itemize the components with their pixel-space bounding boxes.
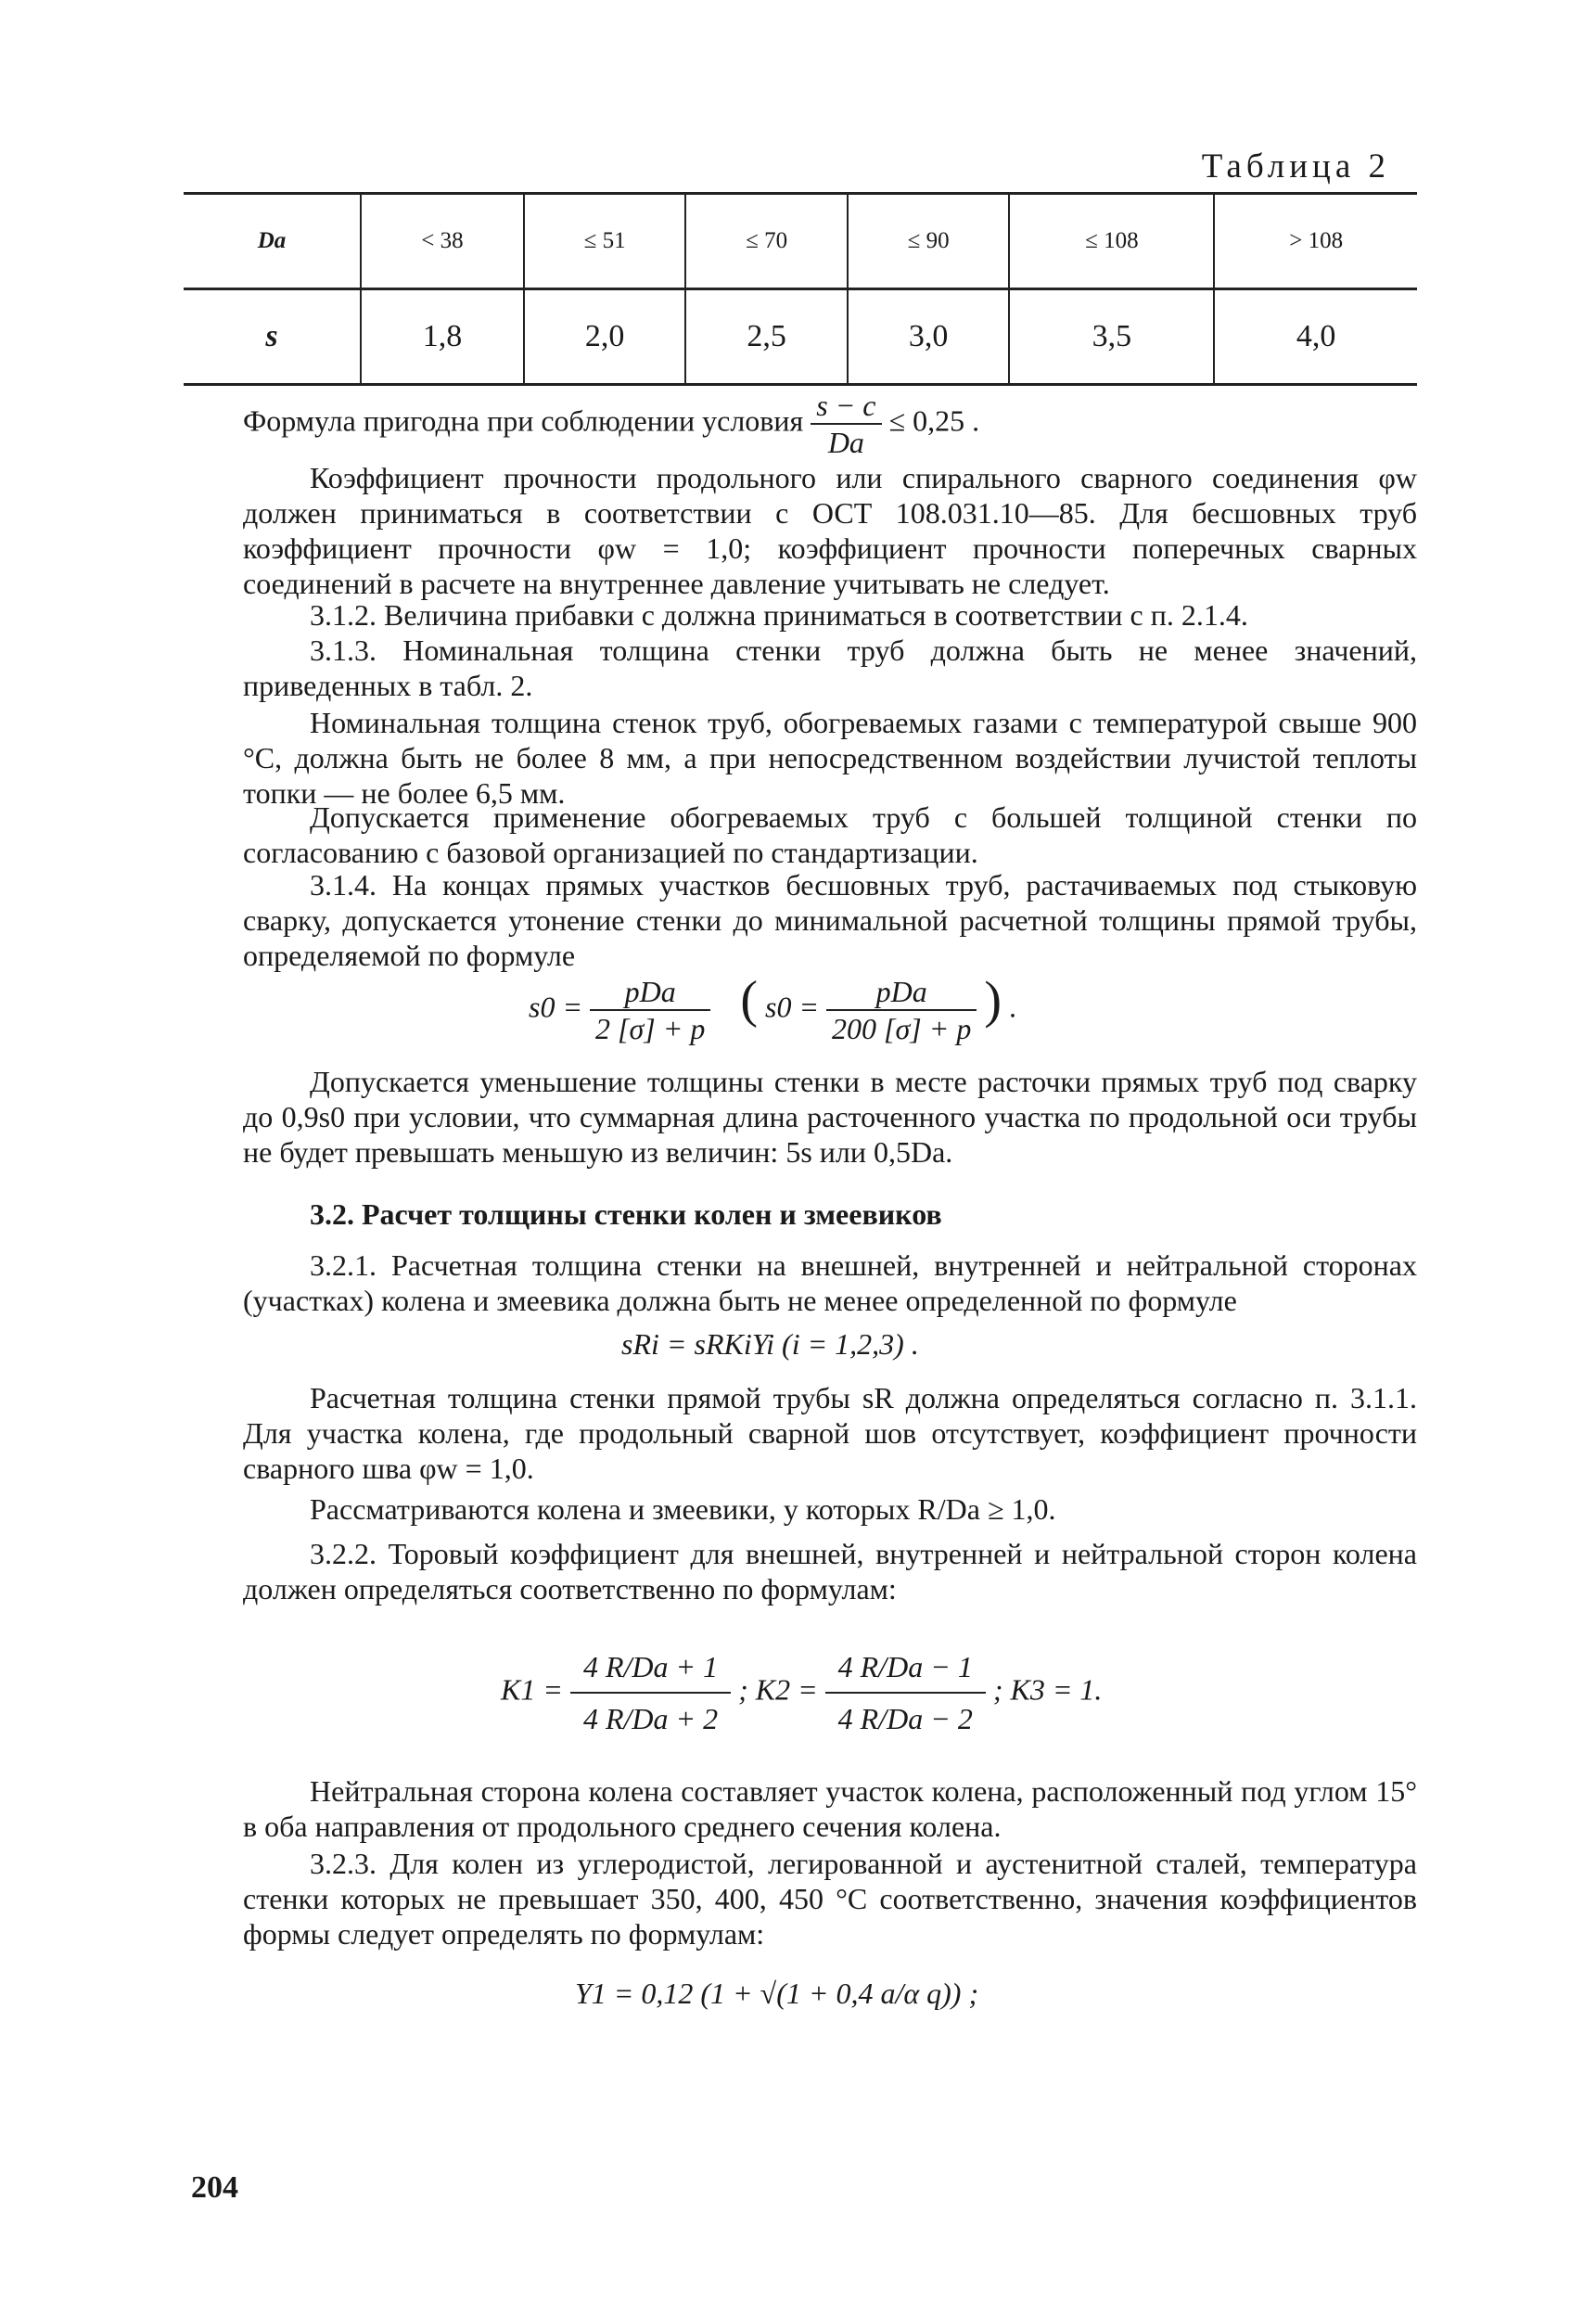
table-cell: < 38 [361,194,524,289]
table-cell: 3,5 [1009,289,1214,385]
table-cell: ≤ 108 [1009,194,1214,289]
paragraph-3-2-1: 3.2.1. Расчетная толщина стенки на внешней, внутренней и нейтральной сторонах (участках) колена и змеевика должна быть не менее определенной по формуле [243,1248,1417,1317]
formula-lhs-alt: s0 = [764,990,820,1024]
paren-open: ( [740,971,758,1030]
formula-torus-coefficients [501,1642,1102,1744]
thickness-table [184,192,1417,386]
table-cell: > 108 [1214,194,1417,289]
condition-fraction [811,388,881,460]
table-cell: 4,0 [1214,289,1417,385]
fraction-denominator: 200 [σ] + p [832,1012,972,1045]
page-number: 204 [191,2170,238,2205]
table-cell: 1,8 [361,289,524,385]
paren-close: ) [984,971,1002,1030]
table-cell: 2,5 [685,289,848,385]
condition-text: Формула пригодна при соблюдении условия [243,403,804,438]
formula-lhs: s0 = [529,990,583,1024]
paragraph-3-2-2: 3.2.2. Торовый коэффициент для внешней, внутренней и нейтральной сторон колена должен определяться соответственно по формулам: [243,1537,1417,1606]
paragraph-straight-pipe: Расчетная толщина стенки прямой трубы sR должна определяться согласно п. 3.1.1. Для участка колена, где продольный сварной шов отсутствует, коэффициент прочности сварного шва φw = 1,0. [243,1381,1417,1485]
table-cell: Da [184,194,361,289]
formula-k1-fraction [570,1642,731,1744]
formula-fraction [590,974,710,1046]
paragraph-3-1-4: 3.1.4. На концах прямых участков бесшовных труб, растачиваемых под стыковую сварку, допускается утонение стенки до минимальной расчетной толщины прямой трубы, определяемой по формуле [243,868,1417,972]
formula-k2-lhs: ; K2 = [738,1672,818,1707]
table-row [184,289,1417,385]
paragraph-weld-coefficient: Коэффициент прочности продольного или спирального сварного соединения φw должен приниматься в соответствии с ОСТ 108.031.10—85. Для бесшовных труб коэффициент прочности φw = 1,0; коэффициент прочности поперечных сварных соединений в расчете на внутреннее давление учитывать не следует. [243,461,1417,600]
paragraph-reduction: Допускается уменьшение толщины стенки в месте расточки прямых труб под сварку до 0,9s0 при условии, что суммарная длина расточенного участка по продольной оси трубы не будет превышать меньшую из величин: 5s или 0,5Da. [243,1065,1417,1169]
condition-limit: ≤ 0,25 . [888,403,980,438]
table-caption: Таблица 2 [1201,147,1390,186]
formula-dot: . [1008,990,1016,1024]
section-heading-3-2: 3.2. Расчет толщины стенки колен и змеевиков [310,1197,942,1231]
formula-k2-fraction [825,1642,986,1744]
table-cell: 3,0 [848,289,1010,385]
table-cell: ≤ 70 [685,194,848,289]
formula-y1: Y1 = 0,12 (1 + √(1 + 0,4 a/α q)) ; [575,1977,979,2010]
paragraph-neutral-side: Нейтральная сторона колена составляет участок колена, расположенный под углом 15° в оба направления от продольного среднего сечения колена. [243,1774,1417,1843]
table-cell: s [184,289,361,385]
formula-s0 [529,971,1016,1046]
fraction-numerator: s − c [811,388,881,425]
table-cell: 2,0 [524,289,686,385]
paragraph-3-1-2: 3.1.2. Величина прибавки c должна приниматься в соответствии с п. 2.1.4. [310,598,1248,632]
table-cell: ≤ 51 [524,194,686,289]
table-header-row [184,194,1417,289]
paragraph-permission: Допускается применение обогреваемых труб с большей толщиной стенки по согласованию с базовой организацией по стандартизации. [243,800,1417,869]
fraction-numerator: pDa [590,974,710,1011]
fraction-denominator: 4 R/Da − 2 [837,1702,973,1735]
fraction-numerator: 4 R/Da + 1 [570,1642,731,1694]
formula-k1-lhs: K1 = [501,1672,563,1707]
condition-line [243,388,979,460]
fraction-denominator: 4 R/Da + 2 [582,1702,719,1735]
fraction-numerator: 4 R/Da − 1 [825,1642,986,1694]
table-cell: ≤ 90 [848,194,1010,289]
paragraph-bends-considered: Рассматриваются колена и змеевики, у которых R/Da ≥ 1,0. [310,1492,1056,1526]
paragraph-3-1-3: 3.1.3. Номинальная толщина стенки труб должна быть не менее значений, приведенных в табл. 2. [243,633,1417,702]
fraction-denominator: 2 [σ] + p [595,1012,706,1045]
fraction-denominator: Da [827,426,864,459]
formula-k3: ; K3 = 1. [992,1672,1103,1707]
formula-sri: sRi = sRKiYi (i = 1,2,3) . [621,1327,919,1361]
paragraph-3-2-3: 3.2.3. Для колен из углеродистой, легированной и аустенитной сталей, температура стенки которых не превышает 350, 400, 450 °С соответственно, значения коэффициентов формы следует определять по формулам: [243,1847,1417,1951]
formula-fraction-alt [826,974,977,1046]
paragraph-wall-limit: Номинальная толщина стенок труб, обогреваемых газами с температурой свыше 900 °С, должна быть не более 8 мм, а при непосредственном воздействии лучистой теплоты топки — не более 6,5 мм. [243,706,1417,810]
fraction-numerator: pDa [826,974,977,1011]
